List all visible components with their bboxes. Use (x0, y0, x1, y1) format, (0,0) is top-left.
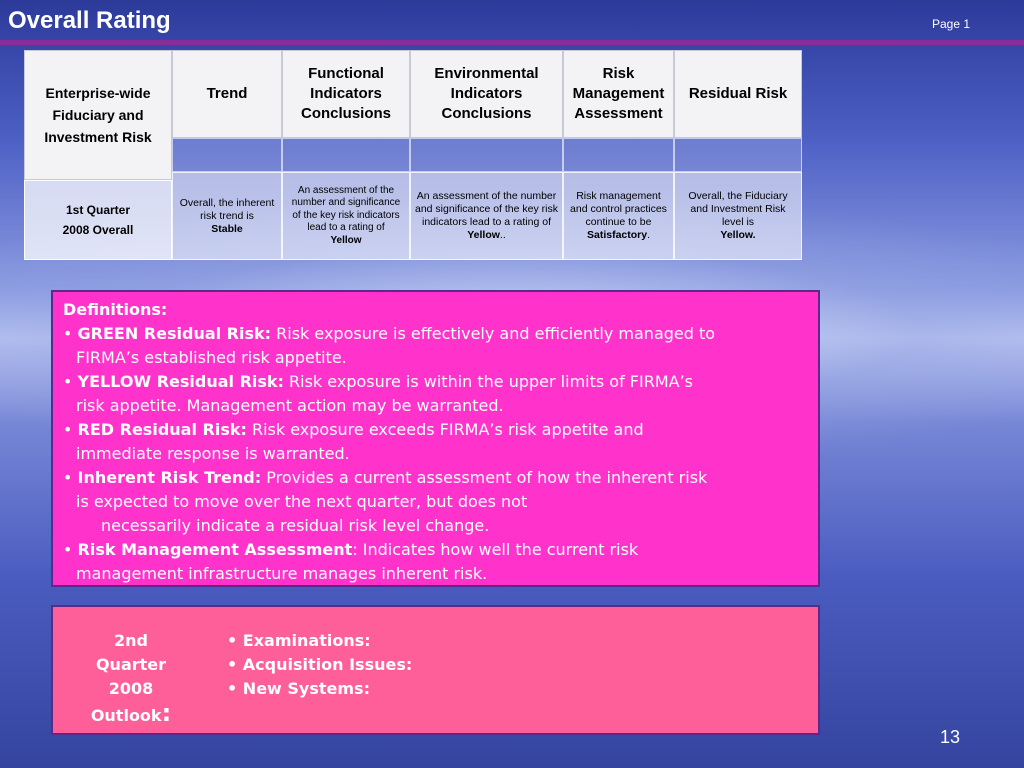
definition-rma: • Risk Management Assessment: Indicates how well the current risk (63, 540, 639, 559)
environmental-value: Yellow (467, 229, 500, 241)
cell-environmental (410, 172, 563, 260)
yellow-text: Risk exposure is within the upper limits of FIRMA’s (289, 372, 694, 391)
slide-title: Overall Rating (8, 7, 171, 34)
yellow-text-cont: risk appetite. Management action may be warranted. (76, 396, 504, 415)
yellow-label: YELLOW Residual Risk: (77, 372, 284, 391)
rma-def-text: : Indicates how well the current risk (352, 540, 639, 559)
definition-yellow: • YELLOW Residual Risk: Risk exposure is within the upper limits of FIRMA’s (63, 372, 694, 391)
trend-def-text: Provides a current assessment of how the inherent risk (266, 468, 708, 487)
column-header-risk-management: Risk Management Assessment (563, 50, 674, 138)
column-header-residual-risk: Residual Risk (674, 50, 802, 138)
blank-cell (410, 138, 563, 172)
cell-trend (172, 172, 282, 260)
column-header-functional: Functional Indicators Conclusions (282, 50, 410, 138)
row-label-header-line1: Enterprise-wide (45, 85, 151, 101)
row-label-line2: 2008 Overall (62, 223, 134, 237)
functional-text: An assessment of the number and significance of the key risk indicators lead to a rating of (291, 184, 401, 234)
outlook-line4: Outlook (90, 706, 162, 725)
rating-table (24, 50, 806, 262)
column-header-trend: Trend (172, 50, 282, 138)
page-label: Page 1 (932, 17, 971, 31)
title-bar (0, 0, 1024, 44)
trend-label: Inherent Risk Trend: (77, 468, 262, 487)
outlook-item-label: New Systems: (242, 679, 370, 698)
residual-value: Yellow. (720, 229, 756, 241)
definitions-heading: Definitions: (63, 300, 168, 319)
green-text-cont: FIRMA’s established risk appetite. (76, 348, 347, 367)
rma-value: Satisfactory (586, 229, 648, 241)
row-label-header (24, 50, 172, 180)
outlook-item-label: Acquisition Issues: (242, 655, 413, 674)
row-label-q1-2008 (24, 180, 172, 260)
outlook-item-label: Examinations: (242, 631, 371, 650)
row-label-line1: 1st Quarter (65, 203, 131, 217)
trend-text: Overall, the inherent risk trend is (179, 196, 275, 222)
environmental-text: An assessment of the number and significance of the key risk indicators lead to a rating of (415, 190, 558, 228)
definition-green: • GREEN Residual Risk: Risk exposure is effectively and efficiently managed to (63, 324, 716, 343)
outlook-items (227, 629, 412, 701)
green-text: Risk exposure is effectively and efficiently managed to (276, 324, 716, 343)
definitions-box (51, 290, 820, 587)
rma-label: Risk Management Assessment (77, 540, 353, 559)
definition-trend: • Inherent Risk Trend: Provides a current assessment of how the inherent risk (63, 468, 708, 487)
rma-text: Risk management and control practices continue to be (570, 190, 667, 228)
red-text-cont: immediate response is warranted. (76, 444, 350, 463)
red-text: Risk exposure exceeds FIRMA’s risk appetite and (251, 420, 644, 439)
trend-def-text-cont2: necessarily indicate a residual risk level change. (101, 516, 490, 535)
cell-risk-management (563, 172, 674, 260)
outlook-item: • Acquisition Issues: (227, 655, 413, 674)
cell-residual-risk (674, 172, 802, 260)
title-divider (0, 40, 1024, 45)
trend-def-text-cont: is expected to move over the next quarter, but does not (76, 492, 528, 511)
green-label: GREEN Residual Risk: (77, 324, 272, 343)
rma-def-text-cont: management infrastructure manages inherent risk. (76, 564, 488, 583)
blank-cell (172, 138, 282, 172)
cell-functional (282, 172, 410, 260)
blank-cell (563, 138, 674, 172)
blank-cell (282, 138, 410, 172)
outlook-item: • Examinations: (227, 631, 371, 650)
outlook-line2: Quarter (95, 655, 167, 674)
row-label-header-line2: Fiduciary and Investment Risk (44, 107, 152, 145)
rma-suffix: . (647, 229, 651, 241)
slide-number: 13 (940, 727, 961, 747)
trend-value: Stable (211, 222, 243, 235)
outlook-heading (71, 629, 191, 728)
definition-red: • RED Residual Risk: Risk exposure exceeds FIRMA’s risk appetite and (63, 420, 644, 439)
outlook-line3: 2008 (108, 679, 154, 698)
red-label: RED Residual Risk: (77, 420, 247, 439)
functional-value: Yellow (330, 234, 362, 246)
outlook-box (51, 605, 820, 735)
residual-text: Overall, the Fiduciary and Investment Risk level is (688, 190, 788, 228)
outlook-colon: : (161, 699, 172, 727)
outlook-line1: 2nd (114, 631, 148, 650)
blank-cell (674, 138, 802, 172)
outlook-item: • New Systems: (227, 679, 370, 698)
environmental-suffix: .. (499, 229, 506, 241)
column-header-environmental: Environmental Indicators Conclusions (410, 50, 563, 138)
